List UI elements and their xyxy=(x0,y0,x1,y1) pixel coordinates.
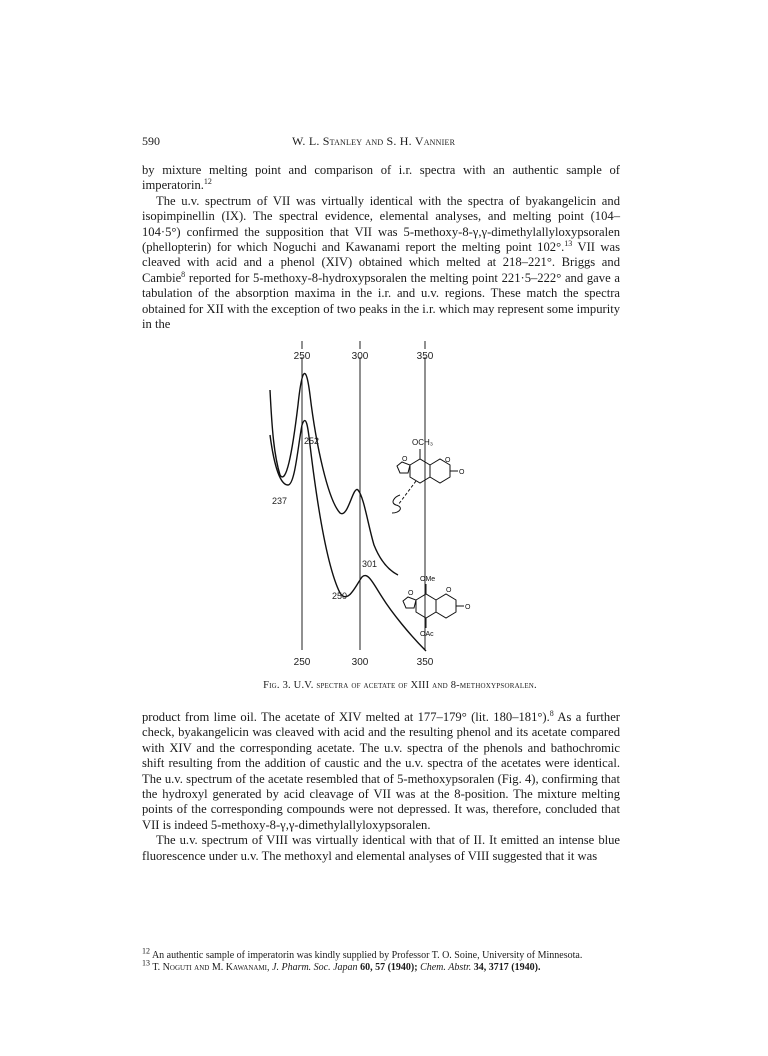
peak-label: 252 xyxy=(304,436,320,446)
top-tick-label: 250 xyxy=(293,351,311,362)
reference-mark: 12 xyxy=(203,177,212,187)
reference-mark: 8 xyxy=(181,269,186,279)
structure-atom-label: O xyxy=(402,456,408,463)
structure-atom-label: O xyxy=(445,457,451,464)
structure-atom-label: O xyxy=(459,469,465,476)
paragraph: by mixture melting point and comparison of i.r. spectra with an authentic sample of imperatorin.$^{12}$ xyxy=(142,163,620,193)
peak-label: 237 xyxy=(272,496,288,506)
structure-atom-label: O xyxy=(465,604,471,611)
paragraph: The u.v. spectrum of VIII was virtually identical with that of II. It emitted an intense blue fluorescence under u.v. The methoxyl and elemental analyses of VIII suggested that it was xyxy=(142,833,620,863)
top-tick-label: 300 xyxy=(351,351,369,362)
footnote-12: $^{12}$ An authentic sample of imperatorin was kindly supplied by Professor T. O. Soine, University of Minnesota. xyxy=(142,946,583,961)
footnote-13: $^{13}$ T. Noguti and M. Kawanami, J. Pharm. Soc. Japan 60, 57 (1940); Chem. Abstr. 34, 3717 (1940). xyxy=(142,958,541,973)
figure-caption: Fig. 3. U.V. spectra of acetate of XIII and 8-methoxypsoralen. xyxy=(263,680,537,691)
page-number: 590 xyxy=(142,134,160,148)
paragraph: The u.v. spectrum of VII was virtually identical with the spectra of byakangelicin and isopimpinellin (IX). The spectral evidence, elemental analyses, and melting point (104–104·5°) confirmed the supposition that VII was 5-methoxy-8-γ,γ-dimethylallyloxypsoralen (phellopterin) for which Noguchi and Kawanami report the melting point 102°.$^{13}$ VII was cleaved with acid and a phenol (XIV) obtained which melted at 218–221°. Briggs and Cambie$^8$ reported for 5-methoxy-8-hydroxypsoralen the melting point 221·5–222° and gave a tabulation of the absorption maxima in the i.r. and u.v. regions. These match the spectra obtained for XII with the exception of two peaks in the i.r. which may represent some impurity in the xyxy=(142,193,620,332)
reference-mark: 8 xyxy=(549,708,554,718)
bottom-tick-label: 350 xyxy=(416,657,434,668)
spectra-plot xyxy=(240,335,540,680)
structure-atom-label: OCH₃ xyxy=(412,438,434,447)
footnotes xyxy=(142,946,620,974)
top-tick-label: 350 xyxy=(416,351,434,362)
structure-atom-label: OAc xyxy=(420,631,434,638)
figure-uv-spectra xyxy=(240,335,540,695)
peak-label: 250 xyxy=(332,591,348,601)
body-text-bottom xyxy=(142,710,620,864)
running-head xyxy=(142,134,622,150)
running-head-authors: W. L. Stanley and S. H. Vannier xyxy=(292,134,456,148)
peak-label: 301 xyxy=(362,559,378,569)
body-text-top xyxy=(142,163,620,332)
spectrum-curve-8-methoxypsoralen xyxy=(270,373,398,575)
paragraph: product from lime oil. The acetate of XIV melted at 177–179° (lit. 180–181°).$^8$ As a further check, byakangelicin was cleaved with acid and the resulting phenol and its acetate compared with XIV and the corresponding acetate. The u.v. spectra of the phenols and bathochromic shift resulting from the addition of caustic and the u.v. spectra of the acetates were identical. The u.v. spectrum of the acetate resembled that of 5-methoxypsoralen (Fig. 4), confirming that the hydroxyl generated by acid cleavage of VII was at the 8-position. The mixture melting points of the corresponding compounds were not depressed. It was, therefore, concluded that VII is indeed 5-methoxy-8-γ,γ-dimethylallyloxypsoralen. xyxy=(142,708,620,832)
structure-atom-label: O xyxy=(446,587,452,594)
structure-atom-label: O xyxy=(408,590,414,597)
bottom-tick-label: 250 xyxy=(293,657,311,668)
bottom-tick-label: 300 xyxy=(351,657,369,668)
reference-mark: 13 xyxy=(564,238,573,248)
structure-atom-label: OMe xyxy=(420,576,436,583)
